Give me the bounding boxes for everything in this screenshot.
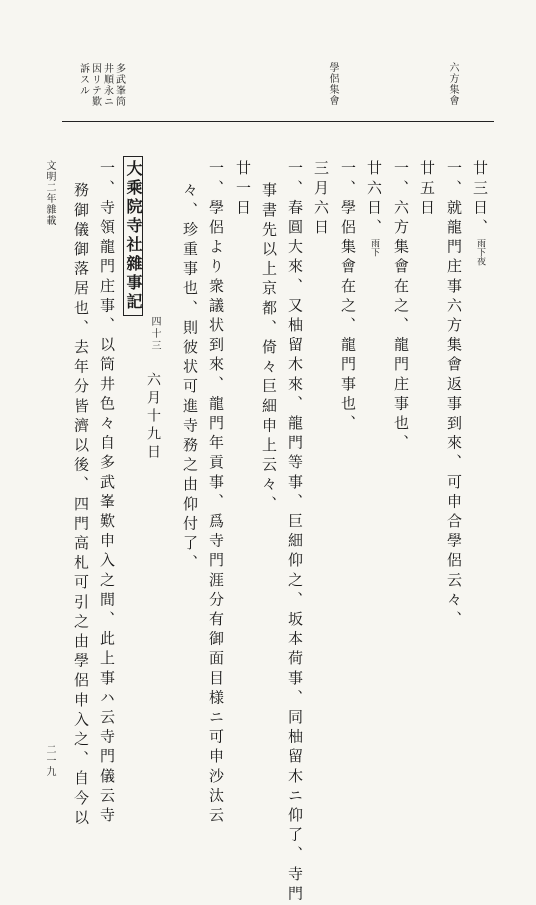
date-line xyxy=(366,160,381,256)
source-volume-number: 四十三 xyxy=(149,316,160,352)
weather-note: 雨下 xyxy=(369,238,379,257)
marginal-note-line: 因リテ歎 xyxy=(89,63,101,107)
marginal-note-line: 井順永ニ xyxy=(101,63,113,107)
date-line: 廿五日 xyxy=(418,160,436,219)
date-text: 廿三日、 xyxy=(471,160,489,239)
running-title: 六方集會 xyxy=(447,62,458,106)
page-number: 二一九 xyxy=(44,744,55,777)
entry-line: 一、學侶より衆議状到來、龍門年貢事、爲寺門涯分有御面目様ニ可申沙汰云 xyxy=(207,160,225,827)
source-date: 六月十九日 xyxy=(145,372,161,462)
weather-note: 雨下夜 xyxy=(475,238,485,266)
entry-line: 一、學侶集會在之、龍門事也、 xyxy=(339,160,357,435)
date-line: 廿一日 xyxy=(234,160,252,219)
header-rule xyxy=(62,121,494,122)
section-heading: 學侶集會 xyxy=(327,62,338,106)
entry-line: 一、六方集會在之、龍門庄事也、 xyxy=(392,160,410,454)
date-line: 三月六日 xyxy=(312,160,330,239)
entry-line: 務御儀御落居也、去年分皆濟以後、四門高札可引之由學侶申入之、自今以 xyxy=(72,182,90,829)
entry-line: 々、珍重事也、則彼状可進寺務之由仰付了、 xyxy=(181,182,199,574)
marginal-note-line: 多武峯筒 xyxy=(113,63,125,107)
entry-line: 一、寺領龍門庄事、以筒井色々自多武峯歎申入之間、此上事ハ云寺門儀云寺 xyxy=(98,160,116,827)
date-text: 廿六日、 xyxy=(365,160,383,239)
marginal-note-line: 訴スル xyxy=(77,63,89,96)
date-line xyxy=(472,160,487,265)
entry-line: 一、就龍門庄事六方集會返事到來、可申合學侶云々、 xyxy=(445,160,463,631)
volume-label: 文明二年雜載 xyxy=(44,160,55,226)
source-title-box: 大乘院寺社雜事記 xyxy=(123,156,143,316)
entry-line: 事書先以上京都、倚々巨細申上云々、 xyxy=(260,182,278,516)
entry-line: 一、春圓大來、又柚留木來、龍門等事、巨細仰之、坂本荷事、同柚留木ニ仰了、寺門 xyxy=(286,160,304,905)
